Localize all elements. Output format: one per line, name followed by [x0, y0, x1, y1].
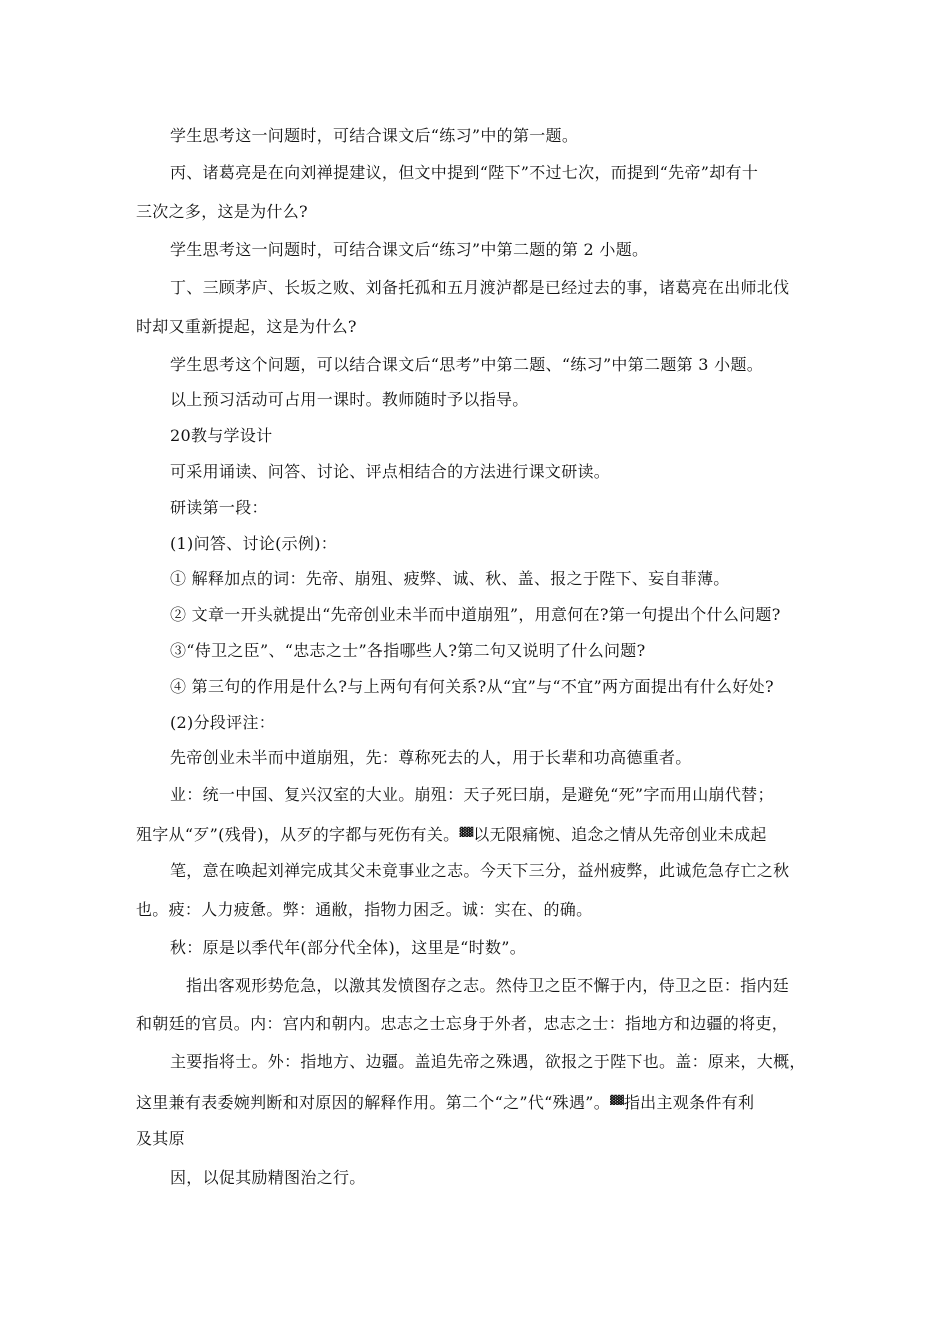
text-line: 业：统一中国、复兴汉室的大业。崩殂：天子死曰崩，是避免“死”字而用山崩代替； — [170, 785, 774, 804]
text-segment: 殂字从“歹”(残骨)，从歹的字都与死伤有关。 — [136, 825, 460, 844]
text-segment: 以无限痛惋、追念之情从先帝创业未成起 — [473, 825, 767, 844]
text-line: 时却又重新提起，这是为什么? — [136, 317, 357, 336]
question-item: ② 文章一开头就提出“先帝创业未半而中道崩殂”，用意何在?第一句提出个什么问题? — [170, 605, 781, 624]
text-line: 秋：原是以季代年(部分代全体)，这里是“时数”。 — [170, 938, 527, 957]
text-line: 丁、三顾茅庐、长坂之败、刘备托孤和五月渡泸都是已经过去的事，诸葛亮在出师北伐 — [170, 278, 790, 297]
text-line: 研读第一段： — [170, 498, 268, 517]
text-line: 学生思考这个问题，可以结合课文后“思考”中第二题、“练习”中第二题第 3 小题。 — [170, 355, 764, 374]
text-line: 学生思考这一问题时，可结合课文后“练习”中第二题的第 2 小题。 — [170, 240, 649, 259]
text-line: (1)问答、讨论(示例)： — [170, 534, 338, 553]
symbol-mark: ▓▓ — [459, 828, 474, 838]
text-line: 主要指将士。外：指地方、边疆。盖追先帝之殊遇，欲报之于陛下也。盖：原来，大概， — [170, 1052, 806, 1071]
text-line: 可采用诵读、问答、讨论、评点相结合的方法进行课文研读。 — [170, 462, 611, 481]
text-line — [136, 1090, 754, 1114]
text-line: 及其原 — [136, 1129, 185, 1148]
section-heading: 20教与学设计 — [170, 426, 273, 445]
text-line: 丙、诸葛亮是在向刘禅提建议，但文中提到“陛下”不过七次，而提到“先帝”却有十 — [170, 163, 759, 182]
text-segment: 这里兼有表委婉判断和对原因的解释作用。第二个“之”代“殊遇”。 — [136, 1093, 611, 1112]
text-line: (2)分段评注： — [170, 713, 276, 732]
question-item: ① 解释加点的词：先帝、崩殂、疲弊、诚、秋、盖、报之于陛下、妄自菲薄。 — [170, 569, 730, 588]
text-line: 先帝创业未半而中道崩殂，先：尊称死去的人，用于长辈和功高德重者。 — [170, 748, 692, 767]
text-line — [136, 822, 767, 846]
question-item: ③“侍卫之臣”、“忠志之士”各指哪些人?第二句又说明了什么问题? — [170, 641, 646, 660]
text-line: 和朝廷的官员。内：宫内和朝内。忠志之士忘身于外者，忠志之士：指地方和边疆的将吏， — [136, 1014, 789, 1033]
text-line: 笔，意在唤起刘禅完成其父未竟事业之志。今天下三分，益州疲弊，此诚危急存亡之秋 — [170, 861, 790, 880]
text-line: 三次之多，这是为什么? — [136, 202, 308, 221]
text-line: 指出客观形势危急，以激其发愤图存之志。然侍卫之臣不懈于内，侍卫之臣：指内廷 — [186, 976, 790, 995]
text-segment: 指出主观条件有利 — [623, 1093, 755, 1112]
text-line: 也。疲：人力疲惫。弊：通敝，指物力困乏。诚：实在、的确。 — [136, 900, 593, 919]
symbol-mark: ▓▓ — [610, 1096, 624, 1106]
text-line: 学生思考这一问题时，可结合课文后“练习”中的第一题。 — [170, 126, 579, 145]
question-item: ④ 第三句的作用是什么?与上两句有何关系?从“宜”与“不宜”两方面提出有什么好处? — [170, 677, 774, 696]
text-line: 以上预习活动可占用一课时。教师随时予以指导。 — [170, 390, 529, 409]
text-line: 因，以促其励精图治之行。 — [170, 1168, 366, 1187]
